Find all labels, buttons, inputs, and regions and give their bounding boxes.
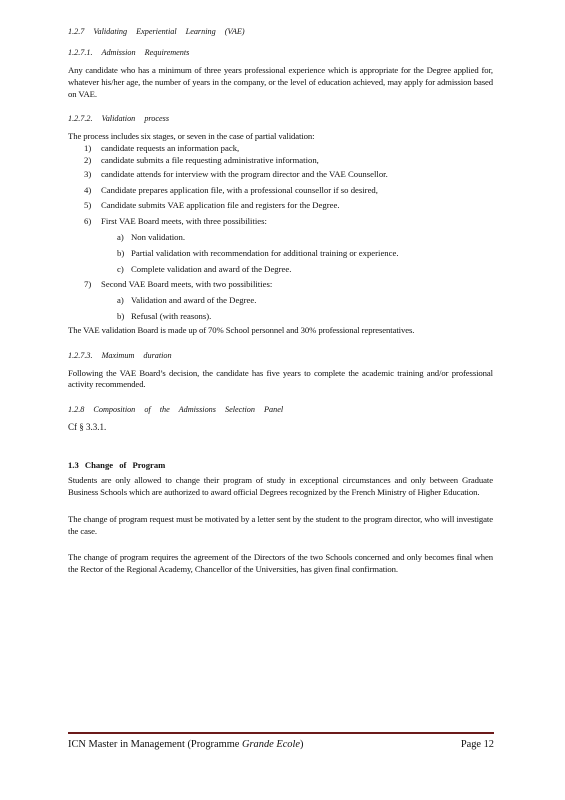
list-item: 2) candidate submits a file requesting administrative information, [84,154,319,165]
list-item: b) Refusal (with reasons). [117,310,212,321]
list-item: 7) Second VAE Board meets, with two possibilities: a) Validation and award of the Degree. b) Refusal (with reasons). [68,277,493,324]
change-of-program-para-3: The change of program requires the agreement of the Directors of the two Schools concerned and only becomes final when the Rector of the Regional Academy, Chancellor of the Universities, has given final confirmation. [68,552,493,575]
list-item: 3) candidate attends for interview with the program director and the VAE Counsellor. [84,168,388,179]
heading-1-2-8: 1.2.8 Composition of the Admissions Selection Panel [68,405,284,415]
validation-steps-list [68,143,493,325]
cross-reference: Cf § 3.3.1. [68,422,107,433]
board2-options-list [68,293,493,325]
page-content [68,26,493,576]
change-of-program-para-1: Students are only allowed to change their program of study in exceptional circumstances and only between Graduate Business Schools which are authorized to award official Degrees recognized by the French Ministry of Higher Education. [68,475,493,497]
maximum-duration-text: Following the VAE Board’s decision, the candidate has five years to complete the academic training and/or professional activity recommended. [68,367,493,390]
list-item: 5) Candidate submits VAE application file and registers for the Degree. [84,200,340,211]
list-item: a) Non validation. [117,231,186,242]
list-item: b) Partial validation with recommendation for additional training or experience. [117,247,399,258]
heading-1-2-7-3: 1.2.7.3. Maximum duration [68,350,172,360]
heading-1-2-7: 1.2.7 Validating Experiential Learning (VAE) [68,27,245,36]
board-composition-note: The VAE validation Board is made up of 70% School personnel and 30% professional representatives. [68,324,415,335]
page-number: Page 12 [460,739,494,750]
list-item: c) Complete validation and award of the Degree. [117,263,292,274]
change-of-program-para-2: The change of program request must be motivated by a letter sent by the student to the program director, who will investigate the case. [68,513,493,536]
validation-process-intro: The process includes six stages, or seven in the case of partial validation: [68,131,315,142]
list-item: 1) candidate requests an information pack, [84,143,240,154]
list-item: 6) First VAE Board meets, with three possibilities: a) Non validation. b) Partial validation with recommendation for additional training or experience. c) Complete validation and award of the Degree. [68,214,493,277]
footer-title: ICN Master in Management (Programme Grande Ecole) [68,739,304,750]
list-item: 4) Candidate prepares application file, with a professional counsellor if so desired, [84,184,378,195]
heading-1-3: 1.3 Change of Program [68,460,166,471]
heading-1-2-7-2: 1.2.7.2. Validation process [68,114,170,124]
footer-divider [68,732,494,734]
board1-options-list [68,230,493,277]
admission-requirements-text: Any candidate who has a minimum of three years professional experience which is appropriate for the Degree applied for, whatever his/her age, the number of years in the company, or the level of education achieved, may apply for admission based on VAE. [68,65,493,99]
list-item: a) Validation and award of the Degree. [117,295,257,306]
heading-1-2-7-1: 1.2.7.1. Admission Requirements [68,48,190,57]
